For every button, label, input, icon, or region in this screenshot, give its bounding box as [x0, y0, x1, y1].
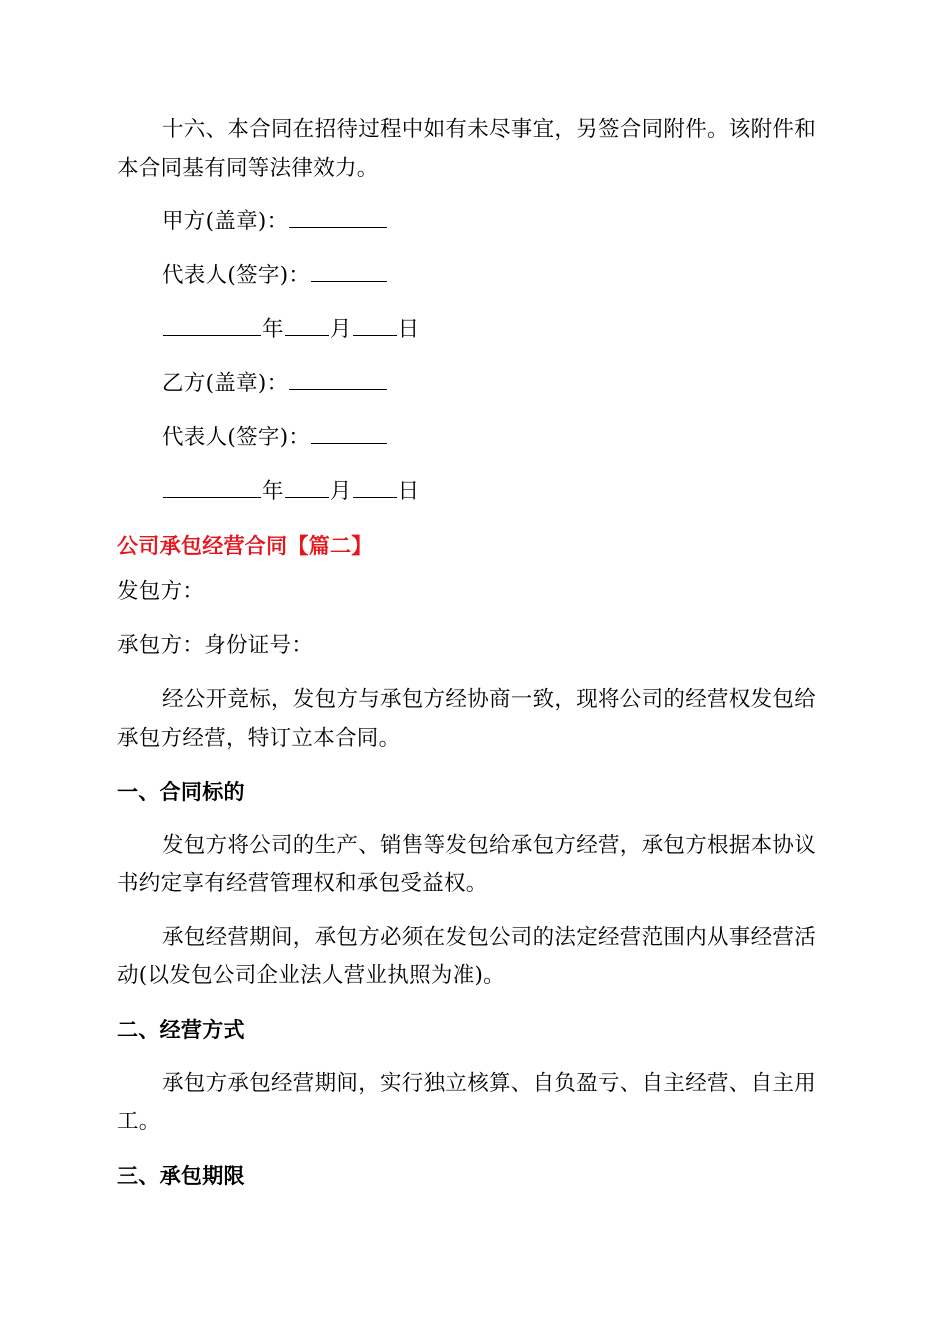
para-1-line-2: 书约定享有经营管理权和承包受益权。 — [117, 871, 488, 896]
intro-line-1: 经公开竞标，发包方与承包方经协商一致，现将公司的经营权发包给 — [162, 687, 817, 712]
date-a-day-label: 日 — [397, 317, 420, 342]
rep-b-sign-blank — [311, 423, 387, 444]
party-a-seal-line — [162, 207, 882, 237]
intro-line-2: 承包方经营，特订立本合同。 — [117, 726, 401, 751]
rep-a-sign-blank — [311, 261, 387, 282]
party-a-seal-label: 甲方(盖章)： — [162, 209, 289, 234]
date-a-line — [162, 315, 882, 345]
heading-1: 一、合同标的 — [117, 780, 245, 804]
party-b-seal-blank — [289, 369, 387, 390]
issuer-line: 发包方： — [117, 579, 205, 604]
section-title: 公司承包经营合同【篇二】 — [117, 534, 373, 558]
date-b-day-blank — [353, 477, 397, 498]
date-b-month-label: 月 — [329, 479, 352, 504]
party-b-seal-line — [162, 369, 882, 399]
date-a-month-blank — [285, 315, 329, 336]
date-a-month-label: 月 — [329, 317, 352, 342]
clause-16-line-2: 本合同基有同等法律效力。 — [117, 156, 379, 181]
date-b-day-label: 日 — [397, 479, 420, 504]
para-2-line-1: 承包经营期间，承包方必须在发包公司的法定经营范围内从事经营活 — [162, 925, 817, 950]
rep-b-sign-line — [162, 423, 882, 453]
rep-b-sign-label: 代表人(签字)： — [162, 425, 311, 450]
heading-2: 二、经营方式 — [117, 1018, 245, 1042]
para-3-line-1: 承包方承包经营期间，实行独立核算、自负盈亏、自主经营、自主用 — [162, 1071, 817, 1096]
para-1-line-1: 发包方将公司的生产、销售等发包给承包方经营，承包方根据本协议 — [162, 833, 817, 858]
date-a-year-blank — [163, 315, 261, 336]
date-b-month-blank — [285, 477, 329, 498]
para-3-line-2: 工。 — [117, 1109, 161, 1134]
date-b-year-blank — [163, 477, 261, 498]
para-2-line-2: 动(以发包公司企业法人营业执照为准)。 — [117, 963, 505, 988]
date-b-year-label: 年 — [262, 479, 284, 504]
date-a-year-label: 年 — [262, 317, 284, 342]
rep-a-sign-line — [162, 261, 882, 291]
party-b-seal-label: 乙方(盖章)： — [162, 371, 289, 396]
party-a-seal-blank — [289, 207, 387, 228]
date-a-day-blank — [353, 315, 397, 336]
rep-a-sign-label: 代表人(签字)： — [162, 263, 311, 288]
date-b-line — [162, 477, 882, 507]
contractor-line: 承包方：身份证号： — [117, 633, 314, 658]
clause-16-line-1: 十六、本合同在招待过程中如有未尽事宜，另签合同附件。该附件和 — [162, 117, 817, 142]
heading-3: 三、承包期限 — [117, 1164, 245, 1188]
